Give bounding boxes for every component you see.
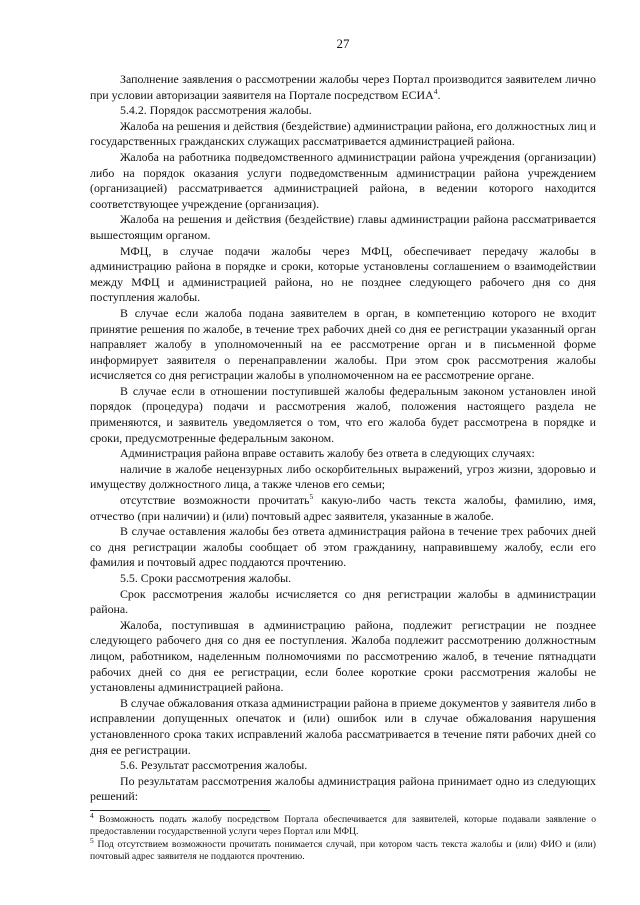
paragraph: МФЦ, в случае подачи жалобы через МФЦ, обеспечивает передачу жалобы в администрацию района в порядке и сроки, которые установлены соглашением о взаимодействии между МФЦ и администрацией района, но не позднее следующего рабочего дня со дня поступления жалобы. <box>90 243 596 305</box>
section-heading-5-5: 5.5. Сроки рассмотрения жалобы. <box>120 571 292 585</box>
section-heading-5-6: 5.6. Результат рассмотрения жалобы. <box>120 758 308 773</box>
paragraph: В случае обжалования отказа администрации района в приеме документов у заявителя либо в исправлении допущенных опечаток и (или) ошибок или в случае обжалования нарушения установленного срока таких исправлений жалоба рассматривается в течение пяти рабочих дней со дня ее регистрации. <box>90 695 596 757</box>
paragraph: Срок рассмотрения жалобы исчисляется со дня регистрации жалобы в администрации района. <box>90 586 596 617</box>
footnotes <box>90 810 596 864</box>
document-body <box>90 72 596 805</box>
footnote-ref: 4 <box>433 86 438 96</box>
page-number: 27 <box>336 36 350 51</box>
footnote: $^4$ Возможность подать жалобу посредством Портала обеспечивается для заявителей, которые подавали заявление о предоставлении государственной услуги через Портал или МФЦ. <box>90 810 596 838</box>
paragraph: В случае если жалоба подана заявителем в орган, в компетенцию которого не входит принятие решения по жалобе, в течение трех рабочих дней со дня ее регистрации указанный орган направляет жалобу в уполномоченный на ее рассмотрение орган и в письменной форме информирует заявителя о перенаправлении жалобы. При этом срок рассмотрения жалобы исчисляется со дня регистрации жалобы в уполномоченном на ее рассмотрение органе. <box>90 305 596 383</box>
paragraph: По результатам рассмотрения жалобы администрация района принимает одно из следующих решений: <box>90 773 596 804</box>
paragraph: наличие в жалобе нецензурных либо оскорбительных выражений, угроз жизни, здоровью и имуществу должностного лица, а также членов его семьи; <box>90 461 596 492</box>
section-heading-5-4-2: 5.4.2. Порядок рассмотрения жалобы. <box>120 103 312 118</box>
footnote-divider <box>90 810 270 811</box>
footnote: $^5$ Под отсутствием возможности прочитать понимается случай, при котором часть текста жалобы и (или) ФИО и (или) почтовый адрес заявителя не поддаются прочтению. <box>90 835 596 863</box>
paragraph: Жалоба на решения и действия (бездействие) администрации района, его должностных лиц и государственных гражданских служащих рассматривается администрацией района. <box>90 118 596 149</box>
paragraph: Администрация района вправе оставить жалобу без ответа в следующих случаях: <box>120 446 535 461</box>
paragraph-esia-portal: Заполнение заявления о рассмотрении жалобы через Портал производится заявителем лично при условии авторизации заявителя на Портале посредством ЕСИА$^4$. <box>90 72 596 102</box>
paragraph: Жалоба, поступившая в администрацию района, подлежит регистрации не позднее следующего рабочего дня со дня ее поступления. Жалоба подлежит рассмотрению должностным лицом, работником, наделенным полномочиями по рассмотрению жалоб, в течение пятнадцати рабочих дней со дня ее регистрации, если более короткие сроки рассмотрения жалобы не установлены администрацией района. <box>90 617 596 695</box>
paragraph: Жалоба на работника подведомственного администрации района учреждения (организации) либо на порядок оказания услуги подведомственным администрации района учреждением (организацией) рассматривается администрацией района, в ведении которого находится соответствующее учреждение (организация). <box>90 149 596 211</box>
footnote-ref: 5 <box>309 492 314 502</box>
paragraph: отсутствие возможности прочитать$^5$ какую-либо часть текста жалобы, фамилию, имя, отчество (при наличии) и (или) почтовый адрес заявителя, указанные в жалобе. <box>90 492 596 523</box>
paragraph: В случае оставления жалобы без ответа администрация района в течение трех рабочих дней со дня регистрации жалобы сообщает об этом гражданину, направившему жалобу, если его фамилия и почтовый адрес поддаются прочтению. <box>90 524 596 570</box>
paragraph: Жалоба на решения и действия (бездействие) главы администрации района рассматривается вышестоящим органом. <box>90 212 596 242</box>
paragraph: В случае если в отношении поступившей жалобы федеральным законом установлен иной порядок (процедура) подачи и рассмотрения жалоб, положения настоящего раздела не применяются, и заявитель уведомляется о том, что его жалоба будет рассмотрена в порядке и сроки, предусмотренные федеральным законом. <box>90 383 596 445</box>
